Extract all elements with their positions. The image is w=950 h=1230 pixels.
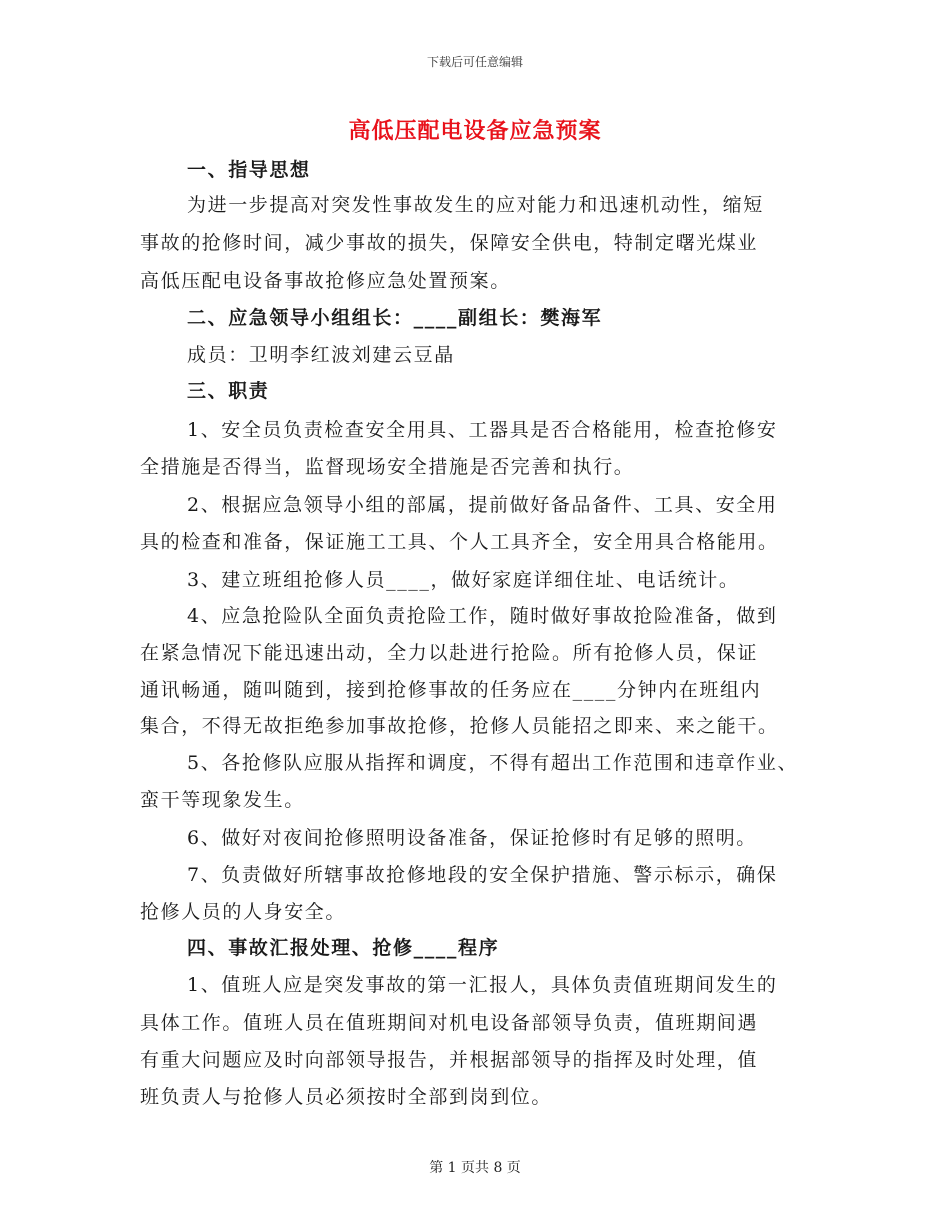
paragraph-line: 班负责人与抢修人员必须按时全部到岗到位。	[140, 1086, 553, 1108]
paragraph-line: 为进一步提高对突发性事故发生的应对能力和迅速机动性，缩短	[187, 194, 764, 216]
list-item-line: 抢修人员的人身安全。	[140, 901, 347, 923]
section-heading-guiding-thought: 一、指导思想	[187, 159, 311, 181]
members-line: 成员：卫明李红波刘建云豆晶	[187, 344, 455, 366]
section-heading-leadership-group: 二、应急领导小组组长：____副组长：樊海军	[187, 307, 603, 329]
paragraph-line: 具体工作。值班人员在值班期间对机电设备部领导负责，值班期间遇	[140, 1012, 759, 1034]
section-heading-duties: 三、职责	[187, 380, 270, 402]
paragraph-line: 事故的抢修时间，减少事故的损失，保障安全供电，特制定曙光煤业	[140, 232, 759, 254]
list-item-line: 4、应急抢险队全面负责抢险工作，随时做好事故抢险准备，做到	[187, 605, 778, 627]
list-item-line: 3、建立班组抢修人员____，做好家庭详细住址、电话统计。	[187, 569, 740, 591]
paragraph-line: 有重大问题应及时向部领导报告，并根据部领导的指挥及时处理，值	[140, 1049, 759, 1071]
list-item-line: 7、负责做好所辖事故抢修地段的安全保护措施、警示标示，确保	[187, 864, 778, 886]
list-item-line: 具的检查和准备，保证施工工具、个人工具齐全，安全用具合格能用。	[140, 531, 779, 553]
page-number-footer: 第 1 页共 8 页	[429, 1160, 521, 1176]
list-item-line: 集合，不得无故拒绝参加事故抢修，抢修人员能招之即来、来之能干。	[140, 715, 779, 737]
paragraph-line: 1、值班人应是突发事故的第一汇报人，具体负责值班期间发生的	[187, 974, 778, 996]
list-item-line: 6、做好对夜间抢修照明设备准备，保证抢修时有足够的照明。	[187, 827, 757, 849]
list-item-line: 5、各抢修队应服从指挥和调度，不得有超出工作范围和违章作业、	[187, 752, 799, 774]
paragraph-line: 高低压配电设备事故抢修应急处置预案。	[140, 270, 511, 292]
list-item-line: 2、根据应急领导小组的部属，提前做好备品备件、工具、安全用	[187, 494, 778, 516]
section-heading-reporting-procedure: 四、事故汇报处理、抢修____程序	[187, 937, 500, 959]
page-header-note: 下载后可任意编辑	[426, 55, 523, 69]
list-item-line: 全措施是否得当，监督现场安全措施是否完善和执行。	[140, 456, 635, 478]
list-item-line: 通讯畅通，随叫随到，接到抢修事故的任务应在____分钟内在班组内	[140, 679, 762, 701]
list-item-line: 1、安全员负责检查安全用具、工器具是否合格能用，检查抢修安	[187, 419, 778, 441]
document-title: 高低压配电设备应急预案	[348, 118, 602, 144]
list-item-line: 在紧急情况下能迅速出动，全力以赴进行抢险。所有抢修人员，保证	[140, 642, 759, 664]
list-item-line: 蛮干等现象发生。	[140, 789, 305, 811]
